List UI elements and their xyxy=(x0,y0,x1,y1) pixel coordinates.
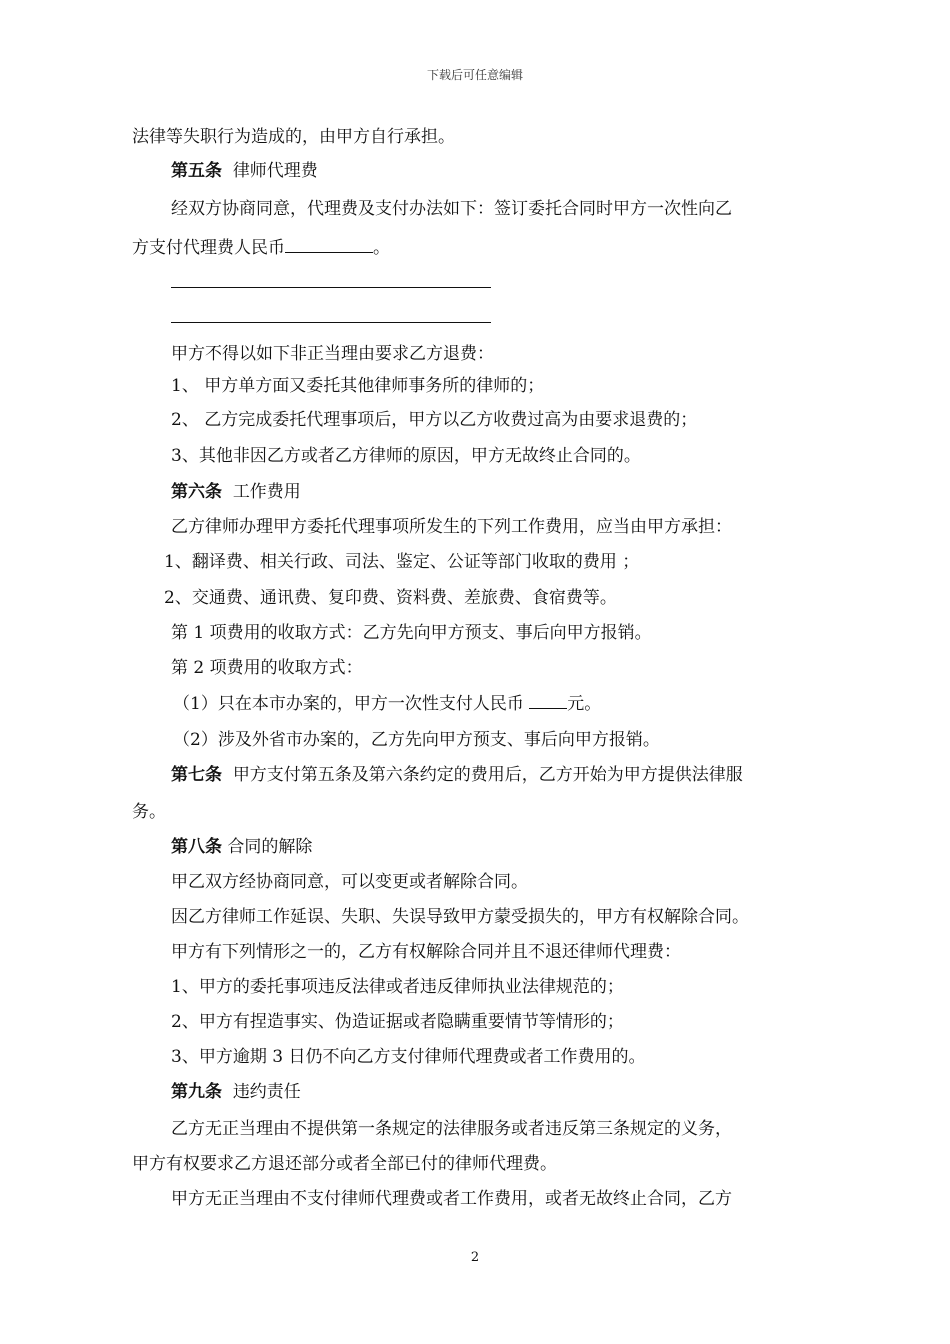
text-segment: 。 xyxy=(373,238,390,258)
paragraph-line: 务。 xyxy=(132,802,166,822)
text-segment: 方支付代理费人民币 xyxy=(132,238,285,258)
article-7-heading xyxy=(171,764,743,786)
paragraph-line: 法律等失职行为造成的，由甲方自行承担。 xyxy=(132,127,455,147)
paragraph-line: 甲方有权要求乙方退还部分或者全部已付的律师代理费。 xyxy=(132,1154,557,1174)
list-item: 1、翻译费、相关行政、司法、鉴定、公证等部门收取的费用 ； xyxy=(164,552,640,572)
article-title: 合同的解除 xyxy=(227,837,313,857)
fee-blank-field xyxy=(285,236,373,253)
paragraph-line: 乙方无正当理由不提供第一条规定的法律服务或者违反第三条规定的义务， xyxy=(171,1119,732,1139)
text-segment: 元。 xyxy=(567,694,602,714)
paragraph-line: 甲方无正当理由不支付律师代理费或者工作费用，或者无故终止合同，乙方 xyxy=(171,1189,732,1209)
paragraph-line xyxy=(132,236,390,259)
list-item: 2、甲方有捏造事实、伪造证据或者隐瞒重要情节等情形的； xyxy=(171,1012,624,1032)
paragraph-line xyxy=(173,692,601,715)
article-8-heading xyxy=(171,836,312,858)
list-item: 1、甲方的委托事项违反法律或者违反律师执业法律规范的； xyxy=(171,977,624,997)
article-number: 第六条 xyxy=(171,482,222,502)
paragraph-line: 因乙方律师工作延误、失职、失误导致甲方蒙受损失的，甲方有权解除合同。 xyxy=(171,907,749,927)
article-title: 违约责任 xyxy=(232,1082,301,1102)
article-number: 第五条 xyxy=(171,161,222,181)
paragraph-line: 甲方有下列情形之一的，乙方有权解除合同并且不退还律师代理费： xyxy=(171,942,681,962)
paragraph-line: 乙方律师办理甲方委托代理事项所发生的下列工作费用，应当由甲方承担： xyxy=(171,517,732,537)
text-segment: （1）只在本市办案的，甲方一次性支付人民币 xyxy=(173,694,530,714)
article-6-heading xyxy=(171,481,301,503)
paragraph-line: 第 2 项费用的收取方式： xyxy=(171,658,363,678)
paragraph-line: （2）涉及外省市办案的，乙方先向甲方预支、事后向甲方报销。 xyxy=(173,730,660,750)
article-number: 第八条 xyxy=(171,837,222,857)
list-item: 3、甲方逾期 3 日仍不向乙方支付律师代理费或者工作费用的。 xyxy=(171,1047,646,1067)
article-5-heading xyxy=(171,160,318,182)
article-number: 第七条 xyxy=(171,765,222,785)
article-title: 律师代理费 xyxy=(232,161,318,181)
paragraph-line: 甲乙双方经协商同意，可以变更或者解除合同。 xyxy=(171,872,528,892)
list-item: 2、 乙方完成委托代理事项后，甲方以乙方收费过高为由要求退费的； xyxy=(171,410,698,430)
article-number: 第九条 xyxy=(171,1082,222,1102)
list-item: 3、其他非因乙方或者乙方律师的原因，甲方无故终止合同的。 xyxy=(171,446,641,466)
blank-rule-line xyxy=(171,322,491,323)
article-title: 工作费用 xyxy=(232,482,301,502)
list-item: 2、交通费、通讯费、复印费、资料费、差旅费、食宿费等。 xyxy=(164,588,617,608)
page-header: 下载后可任意编辑 xyxy=(426,68,523,82)
amount-blank-field xyxy=(529,692,567,709)
paragraph-line: 甲方不得以如下非正当理由要求乙方退费： xyxy=(171,344,494,364)
list-item: 1、 甲方单方面又委托其他律师事务所的律师的； xyxy=(171,376,545,396)
paragraph-line: 第 1 项费用的收取方式：乙方先向甲方预支、事后向甲方报销。 xyxy=(171,623,652,643)
article-9-heading xyxy=(171,1081,301,1103)
article-text: 甲方支付第五条及第六条约定的费用后，乙方开始为甲方提供法律服 xyxy=(232,765,743,785)
page-number: 2 xyxy=(470,1250,480,1265)
paragraph-line: 经双方协商同意，代理费及支付办法如下：签订委托合同时甲方一次性向乙 xyxy=(171,199,732,219)
blank-rule-line xyxy=(171,287,491,288)
